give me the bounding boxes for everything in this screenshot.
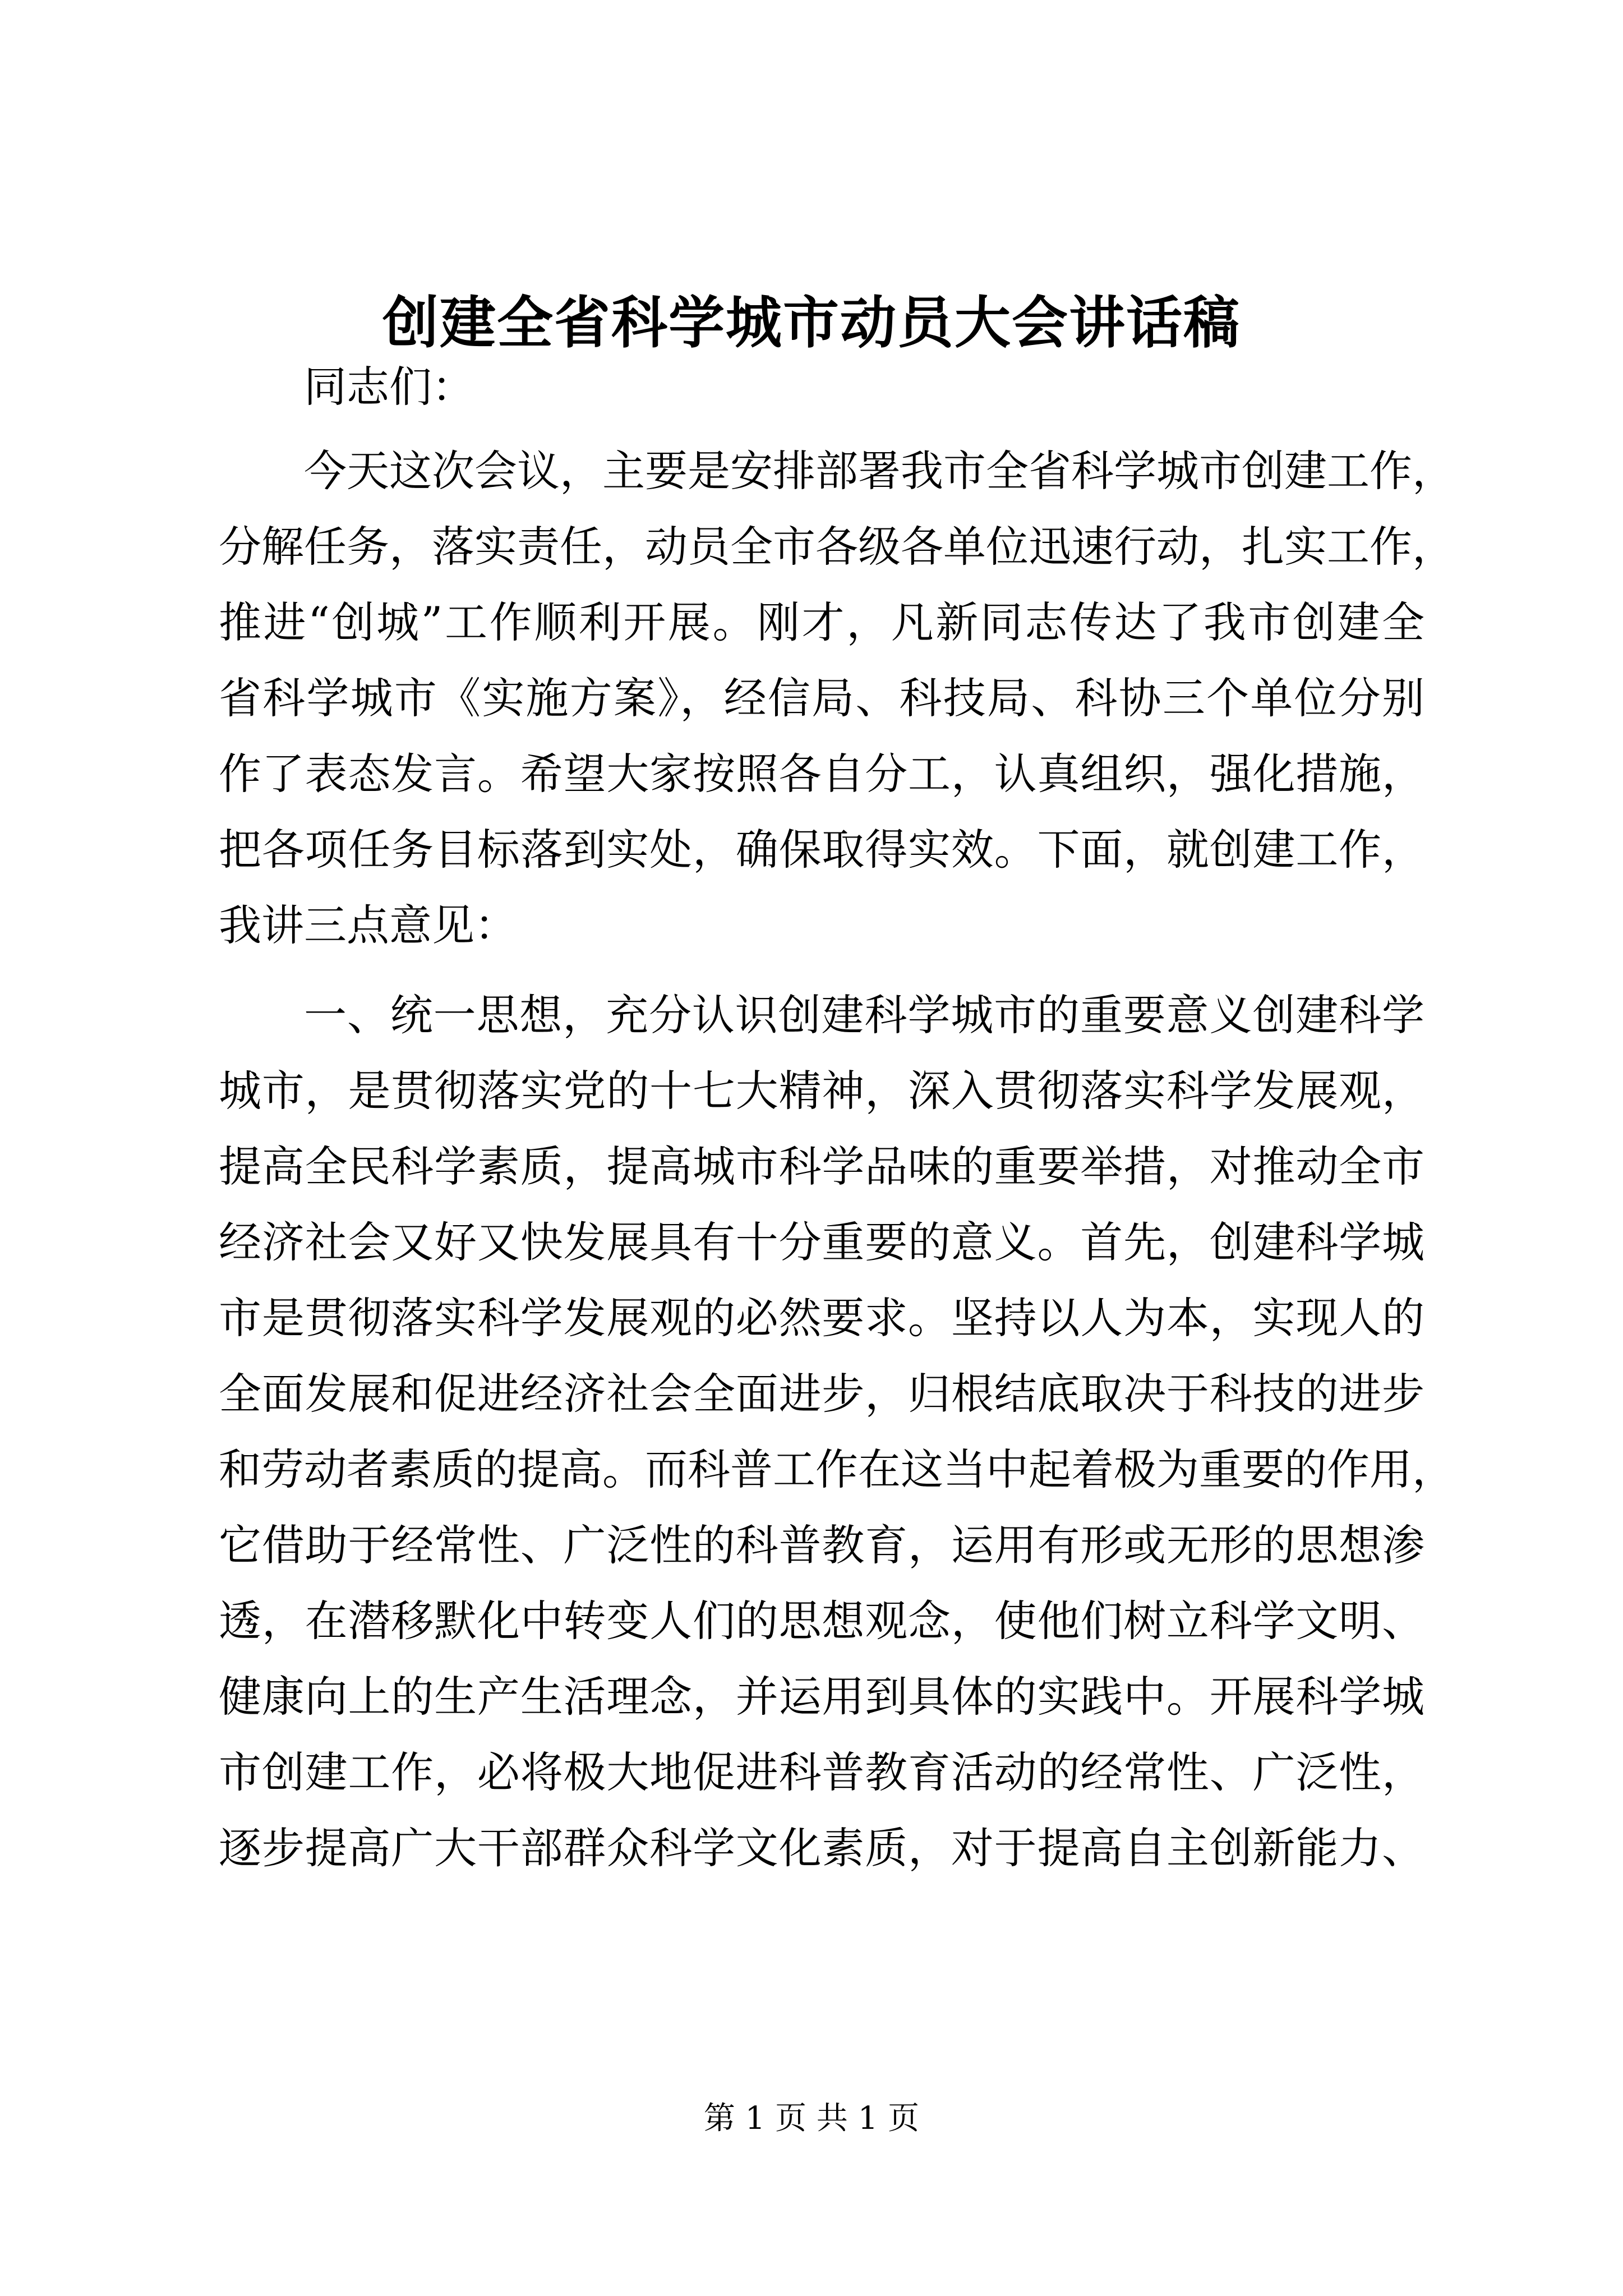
paragraph-line: 市创建工作，必将极大地促进科普教育活动的经常性、广泛性， <box>219 1747 1424 1797</box>
paragraph-line: 市是贯彻落实科学发展观的必然要求。坚持以人为本，实现人的 <box>219 1293 1424 1343</box>
paragraph-line: 今天这次会议，主要是安排部署我市全省科学城市创建工作， <box>304 446 1455 496</box>
paragraph-line: 经济社会又好又快发展具有十分重要的意义。首先，创建科学城 <box>219 1217 1424 1267</box>
paragraph-line: 省科学城市《实施方案》，经信局、科技局、科协三个单位分别 <box>219 673 1424 723</box>
paragraph-line: 提高全民科学素质，提高城市科学品味的重要举措，对推动全市 <box>219 1142 1424 1191</box>
paragraph-line: 推进“创城”工作顺利开展。刚才，凡新同志传达了我市创建全 <box>219 597 1424 647</box>
paragraph-line: 把各项任务目标落到实处，确保取得实效。下面，就创建工作， <box>219 825 1424 875</box>
paragraph-line: 健康向上的生产生活理念，并运用到具体的实践中。开展科学城 <box>219 1672 1424 1722</box>
greeting-line: 同志们： <box>304 362 474 412</box>
paragraph-line: 它借助于经常性、广泛性的科普教育，运用有形或无形的思想渗 <box>219 1520 1424 1570</box>
paragraph-line: 分解任务，落实责任，动员全市各级各单位迅速行动，扎实工作， <box>219 522 1455 572</box>
document-title: 创建全省科学城市动员大会讲话稿 <box>382 289 1241 356</box>
page-number-footer: 第 1 页 共 1 页 <box>703 2100 920 2137</box>
section-heading-line: 一、统一思想，充分认识创建科学城市的重要意义创建科学 <box>304 990 1424 1040</box>
paragraph-line: 我讲三点意见： <box>219 900 517 950</box>
paragraph-line: 逐步提高广大干部群众科学文化素质，对于提高自主创新能力、 <box>219 1823 1424 1873</box>
paragraph-line: 透，在潜移默化中转变人们的思想观念，使他们树立科学文明、 <box>219 1596 1424 1646</box>
paragraph-line: 全面发展和促进经济社会全面进步，归根结底取决于科技的进步 <box>219 1369 1424 1419</box>
paragraph-line: 城市，是贯彻落实党的十七大精神，深入贯彻落实科学发展观， <box>219 1066 1424 1116</box>
paragraph-line: 作了表态发言。希望大家按照各自分工，认真组织，强化措施， <box>219 749 1424 799</box>
paragraph-line: 和劳动者素质的提高。而科普工作在这当中起着极为重要的作用， <box>219 1444 1455 1494</box>
